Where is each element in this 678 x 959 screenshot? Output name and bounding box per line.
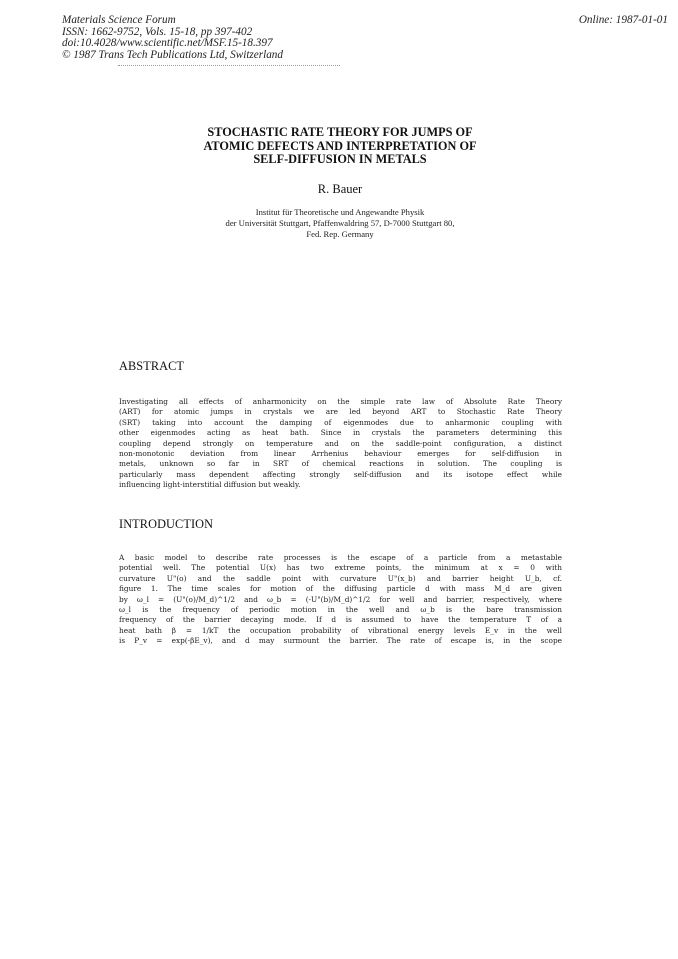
paper-title xyxy=(150,126,530,167)
abstract-line: metals, unknown so far in SRT of chemical reactions in solution. The coupling is xyxy=(119,459,562,469)
title-line: SELF-DIFFUSION IN METALS xyxy=(253,152,427,166)
doi-line: doi:10.4028/www.scientific.net/MSF.15-18.397 xyxy=(62,37,273,49)
intro-line: frequency of the barrier decaying mode. If d is assumed to have the temperature T of a xyxy=(119,615,562,625)
introduction-body xyxy=(119,553,562,647)
abstract-line: (SRT) taking into account the damping of eigenmodes due to anharmonic coupling with xyxy=(119,417,562,427)
abstract-body xyxy=(119,397,562,491)
abstract-line: non-monotonic deviation from linear Arrhenius behaviour emerges for self-diffusion in xyxy=(119,449,562,459)
intro-line: figure 1. The time scales for motion of the diffusing particle d with mass M_d are given xyxy=(119,584,562,594)
affiliation-line: der Universität Stuttgart, Pfaffenwaldring 57, D-7000 Stuttgart 80, xyxy=(225,217,455,228)
intro-line: potential well. The potential U(x) has two extreme points, the minimum at x = 0 with xyxy=(119,563,562,573)
abstract-heading: ABSTRACT xyxy=(119,359,185,373)
title-line: STOCHASTIC RATE THEORY FOR JUMPS OF xyxy=(207,125,473,139)
title-line: ATOMIC DEFECTS AND INTERPRETATION OF xyxy=(203,138,477,153)
affiliation-line: Fed. Rep. Germany xyxy=(306,228,374,239)
affiliation-line: Institut für Theoretische und Angewandte Physik xyxy=(255,207,425,217)
abstract-line: (ART) for atomic jumps in crystals we are led beyond ART to Stochastic Rate Theory xyxy=(119,407,562,417)
scan-artifact-line xyxy=(118,65,340,67)
abstract-line: other eigenmodes acting as heat bath. Since in crystals the parameters determining this xyxy=(119,428,562,438)
author-name: R. Bauer xyxy=(317,182,363,196)
intro-line: heat bath β = 1/kT the occupation probability of vibrational energy levels E_v in the well xyxy=(119,625,562,635)
intro-line: is P_v = exp(-βE_v), and d may surmount the barrier. The rate of escape is, in the scope xyxy=(119,636,562,646)
abstract-line: influencing light-interstitial diffusion but weakly. xyxy=(119,480,301,490)
intro-line: ω_l is the frequency of periodic motion in the well and ω_b is the bare transmission xyxy=(119,605,562,615)
issn-line: ISSN: 1662-9752, Vols. 15-18, pp 397-402 xyxy=(62,25,253,38)
intro-line: A basic model to describe rate processes is the escape of a particle from a metastable xyxy=(119,553,562,562)
journal-header xyxy=(62,15,283,61)
intro-line: curvature U"(o) and the saddle point with curvature U"(x_b) and barrier height U_b, cf. xyxy=(119,573,562,583)
abstract-line: particularly mass dependent affecting strongly self-diffusion and its isotope effect while xyxy=(119,469,562,479)
abstract-line: coupling depend strongly on temperature and on the saddle-point configuration, a distinct xyxy=(119,438,562,448)
affiliation xyxy=(150,207,530,239)
online-date: Online: 1987-01-01 xyxy=(578,14,668,26)
journal-name: Materials Science Forum xyxy=(62,14,176,26)
copyright-line: © 1987 Trans Tech Publications Ltd, Switzerland xyxy=(62,48,283,61)
intro-line: by ω_l = (U"(o)/M_d)^1/2 and ω_b = (-U"(b)/M_d)^1/2 for well and barrier, respectively, where xyxy=(119,594,562,604)
introduction-heading: INTRODUCTION xyxy=(119,517,214,531)
abstract-line: Investigating all effects of anharmonicity on the simple rate law of Absolute Rate Theory xyxy=(119,397,562,406)
